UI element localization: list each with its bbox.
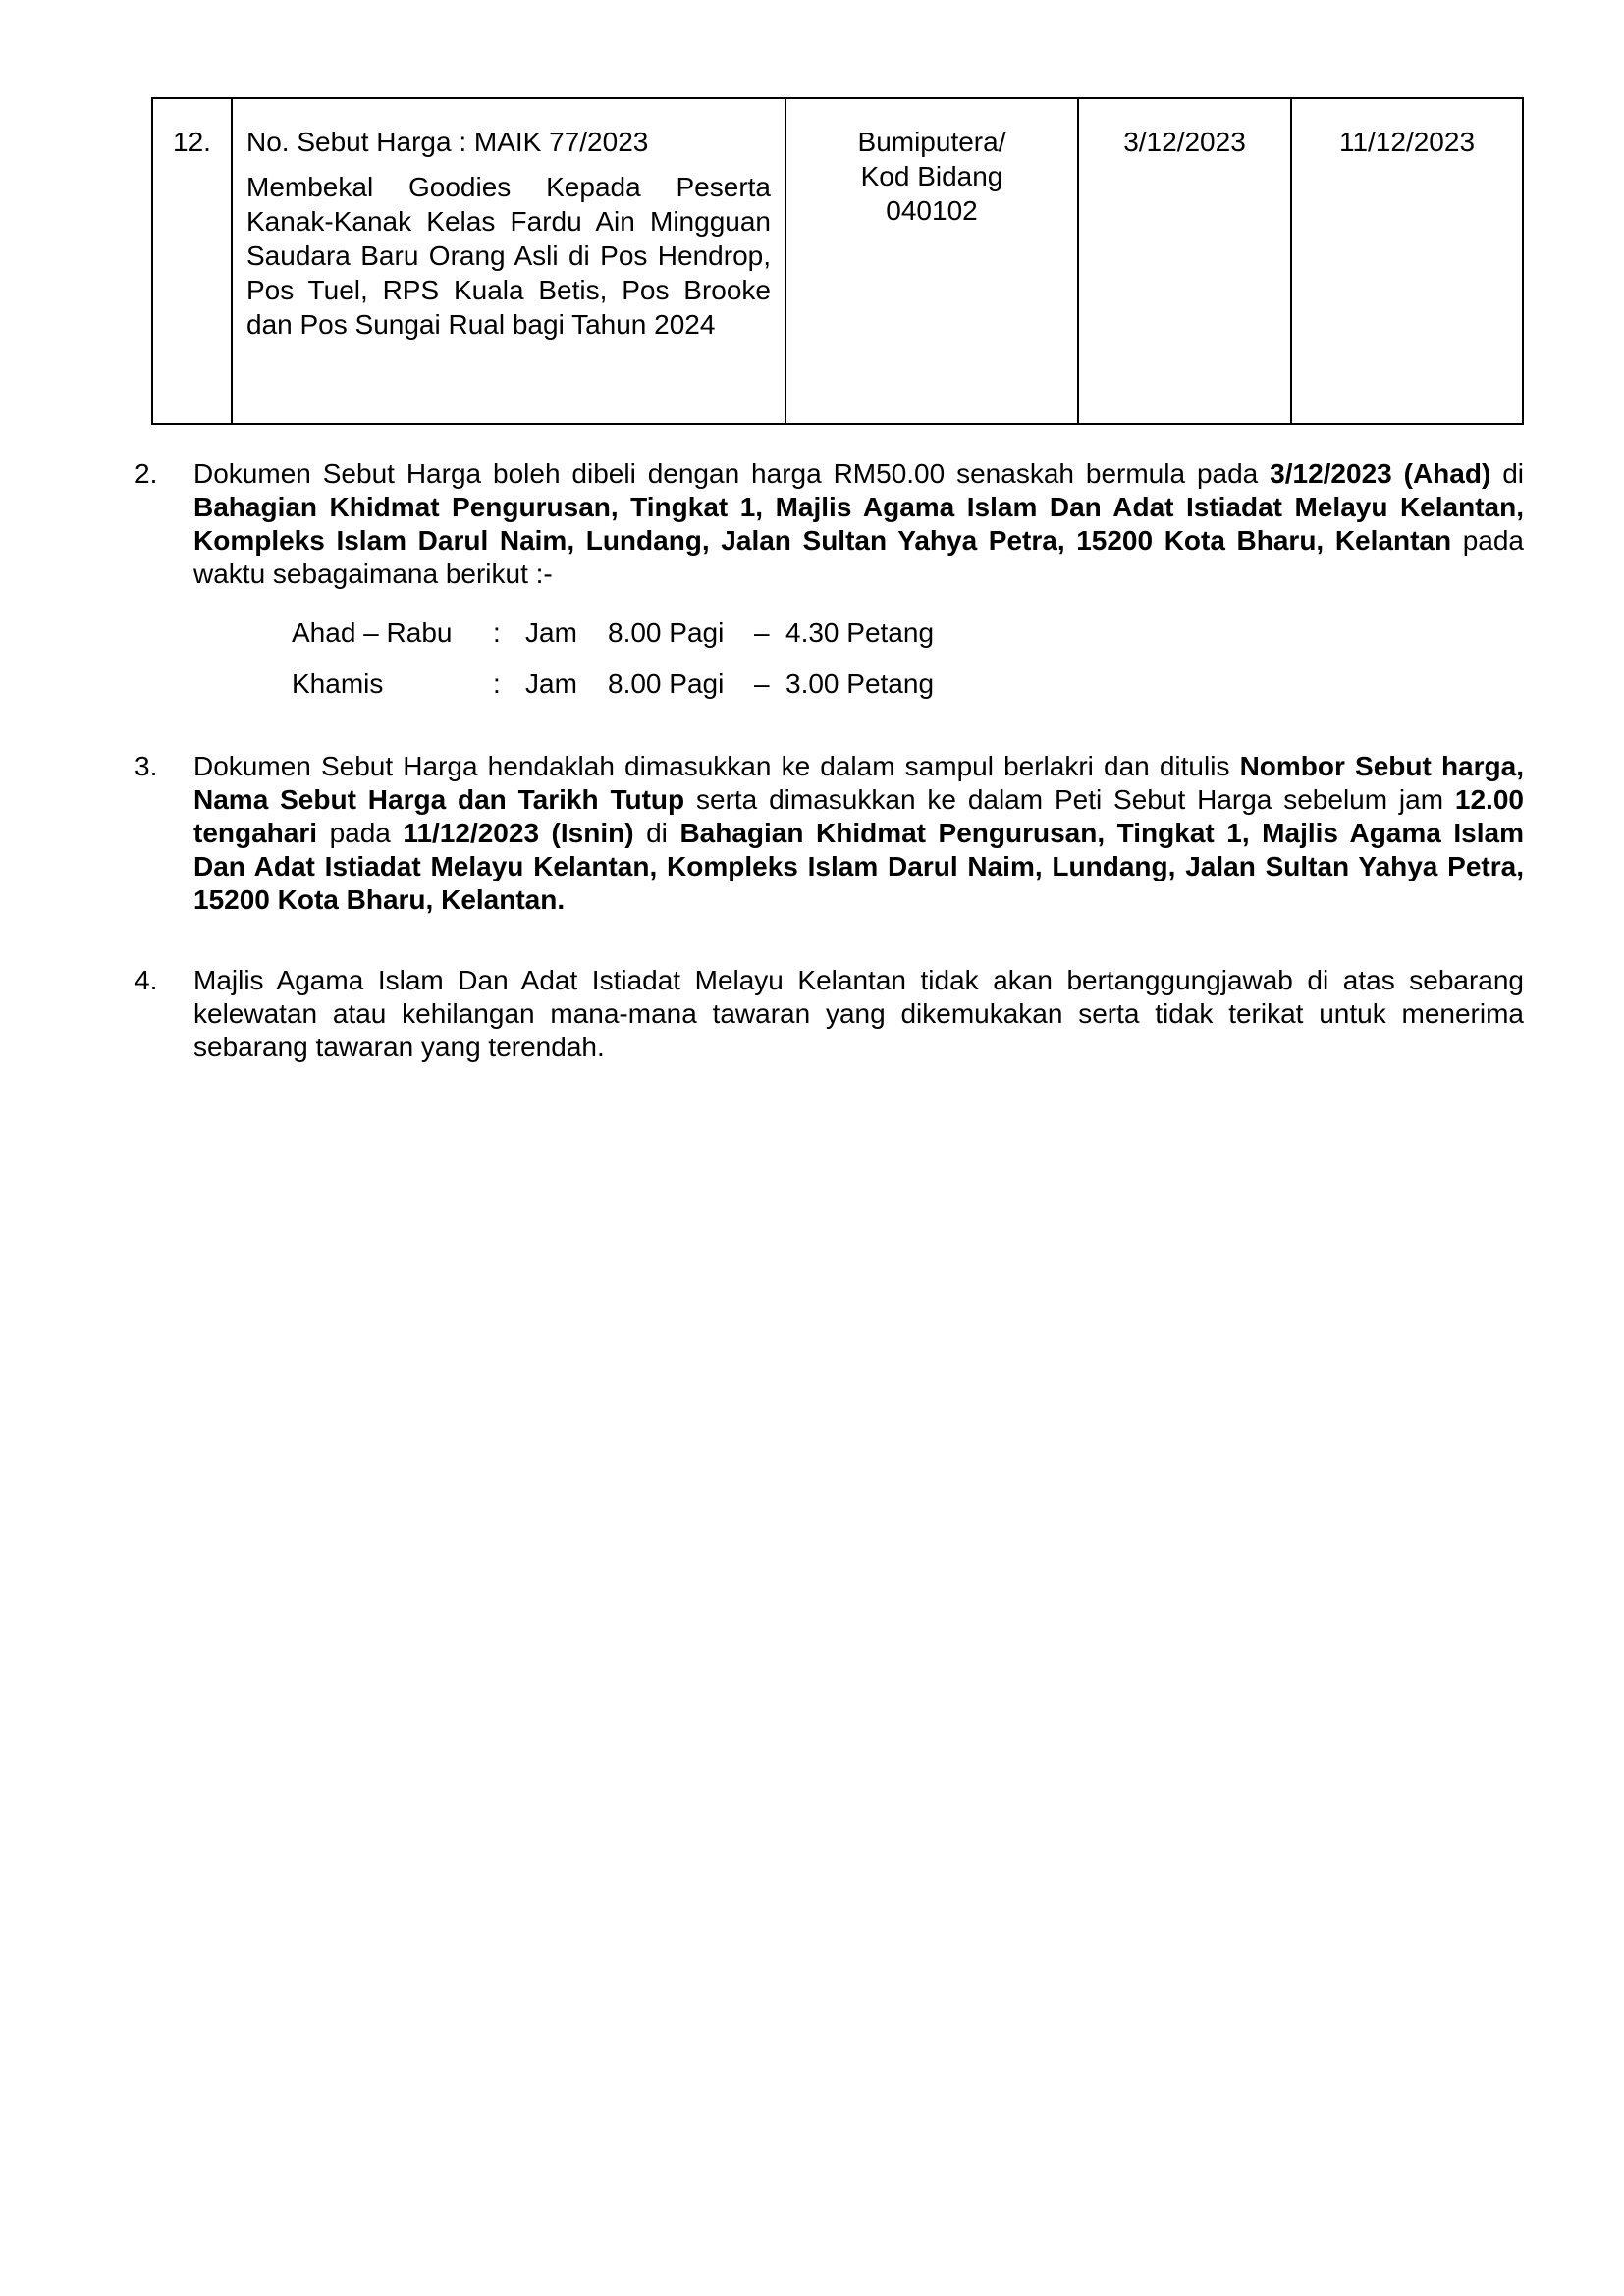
paragraph-number: 3. [135, 751, 158, 781]
paragraph-body [193, 457, 1524, 591]
category-code: 040102 [886, 195, 978, 226]
hours-jam: Jam [525, 617, 577, 648]
hours-start: 8.00 Pagi [608, 668, 725, 699]
hours-colon: : [493, 617, 501, 648]
text-run: pada waktu sebagaimana berikut :- [193, 525, 1524, 589]
table-row [152, 98, 1523, 424]
close-date: 11/12/2023 [1291, 98, 1523, 424]
paragraph-number: 2. [135, 458, 158, 489]
text-run: pada [317, 818, 404, 848]
bold-text: Bahagian Khidmat Pengurusan, Tingkat 1, Majlis Agama Islam Dan Adat Istiadat Melayu Kelantan, Kompleks Islam Darul Naim, Lundang, Jalan Sultan Yahya Petra, 15200 Kota Bharu, Kelantan. [193, 818, 1524, 915]
paragraph-body: Majlis Agama Islam Dan Adat Istiadat Melayu Kelantan tidak akan bertanggungjawab di atas sebarang kelewatan atau kehilangan mana-mana tawaran yang dikemukakan serta tidak terikat untuk menerima sebarang tawaran yang terendah. [193, 965, 1524, 1062]
text-run: di [1490, 458, 1524, 489]
bold-text: 12.00 tengahari [193, 784, 1524, 848]
row-number: 12. [152, 98, 232, 424]
quotation-table [151, 97, 1524, 425]
bold-text: 3/12/2023 (Ahad) [1270, 458, 1491, 489]
category-line: Bumiputera/ [857, 127, 1006, 157]
hours-jam: Jam [525, 668, 577, 699]
quotation-description: Membekal Goodies Kepada Peserta Kanak-Kanak Kelas Fardu Ain Mingguan Saudara Baru Orang Asli di Pos Hendrop, Pos Tuel, RPS Kuala Betis, Pos Brooke dan Pos Sungai Rual bagi Tahun 2024 [246, 172, 771, 340]
quotation-title-cell [232, 98, 785, 424]
hours-start: 8.00 Pagi [608, 617, 725, 648]
hours-dash: – [754, 668, 770, 699]
hours-end: 4.30 Petang [785, 617, 935, 648]
hours-day: Khamis [292, 668, 384, 699]
text-run: di [633, 818, 680, 848]
text-run: Dokumen Sebut Harga boleh dibeli dengan harga RM50.00 senaskah bermula pada [193, 458, 1271, 489]
text-run: serta dimasukkan ke dalam Peti Sebut Harga sebelum jam [684, 784, 1455, 815]
category-cell [785, 98, 1078, 424]
hours-day: Ahad – Rabu [292, 617, 453, 648]
paragraph-body [193, 750, 1524, 917]
hours-dash: – [754, 617, 770, 648]
quotation-reference: No. Sebut Harga : MAIK 77/2023 [246, 127, 649, 157]
bold-text: Nombor Sebut harga, Nama Sebut Harga dan Tarikh Tutup [193, 751, 1524, 815]
paragraph-number: 4. [135, 965, 158, 995]
open-date: 3/12/2023 [1078, 98, 1291, 424]
hours-colon: : [493, 668, 501, 699]
category-line: Kod Bidang [860, 161, 1003, 191]
bold-text: 11/12/2023 (Isnin) [403, 818, 634, 848]
paragraph-3 [135, 750, 1524, 917]
bold-text: Bahagian Khidmat Pengurusan, Tingkat 1, Majlis Agama Islam Dan Adat Istiadat Melayu Kelantan, Kompleks Islam Darul Naim, Lundang, Jalan Sultan Yahya Petra, 15200 Kota Bharu, Kelantan [193, 492, 1524, 556]
paragraph-4 [135, 964, 1524, 1064]
hours-end: 3.00 Petang [785, 668, 935, 699]
text-run: Dokumen Sebut Harga hendaklah dimasukkan ke dalam sampul berlakri dan ditulis [193, 751, 1240, 781]
paragraph-2 [135, 457, 1524, 591]
